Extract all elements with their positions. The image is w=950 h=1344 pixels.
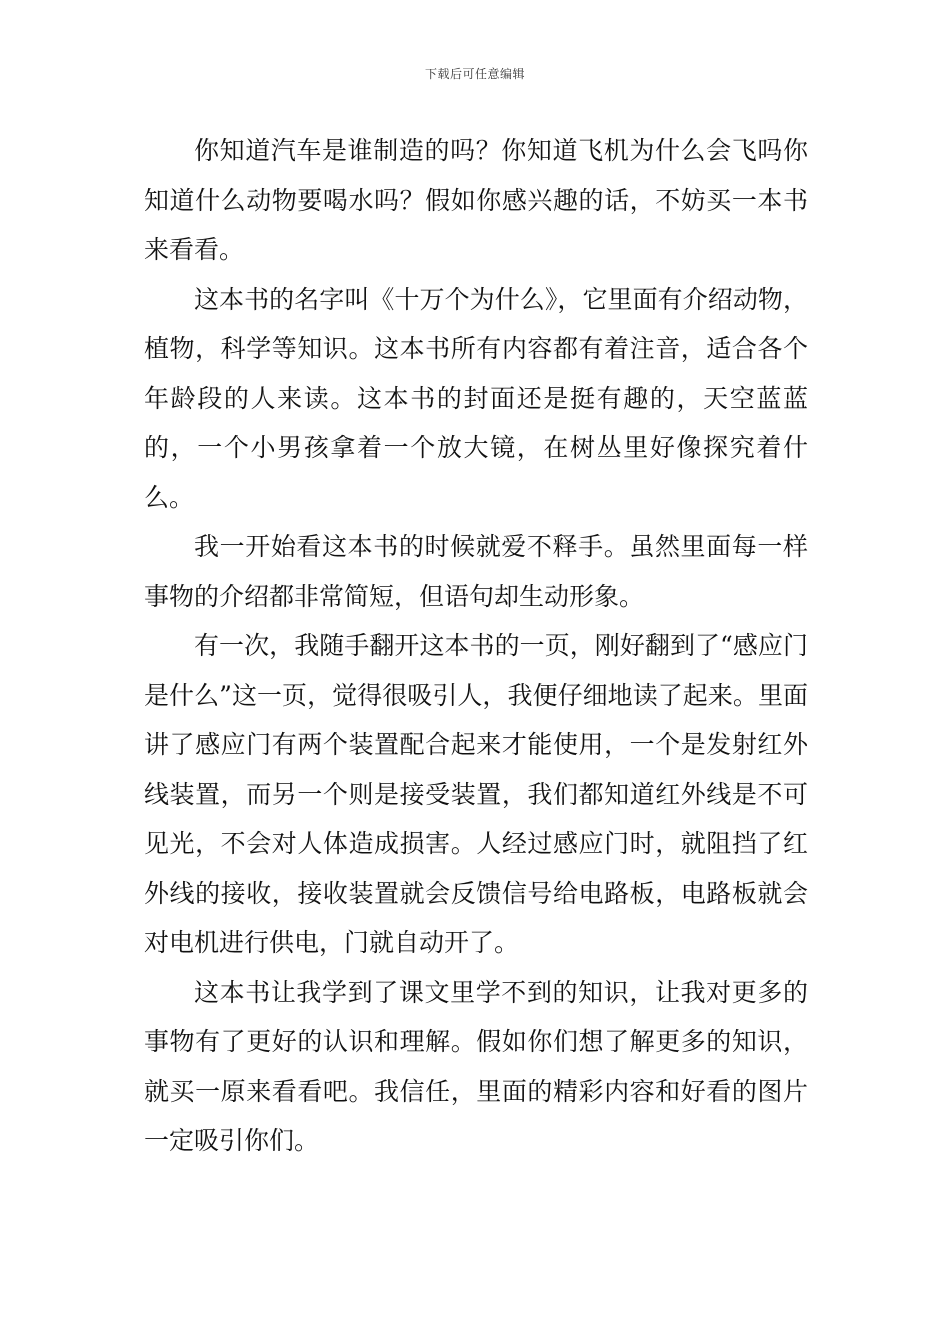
paragraph-1: 你知道汽车是谁制造的吗？你知道飞机为什么会飞吗你知道什么动物要喝水吗？假如你感兴趣的话，不妨买一本书来看看。 — [144, 136, 808, 264]
paragraph-4: 有一次，我随手翻开这本书的一页，刚好翻到了“感应门是什么”这一页，觉得很吸引人，我便仔细地读了起来。里面讲了感应门有两个装置配合起来才能使用，一个是发射红外线装置，而另一个则是接受装置，我们都知道红外线是不可见光，不会对人体造成损害。人经过感应门时，就阻挡了红外线的接收，接收装置就会反馈信号给电路板，电路板就会对电机进行供电，门就自动开了。 — [144, 631, 808, 957]
paragraph-3: 我一开始看这本书的时候就爱不释手。虽然里面每一样事物的介绍都非常简短，但语句却生动形象。 — [144, 532, 808, 611]
essay-body — [144, 126, 808, 1166]
paragraph-2: 这本书的名字叫《十万个为什么》，它里面有介绍动物，植物，科学等知识。这本书所有内容都有着注音，适合各个年龄段的人来读。这本书的封面还是挺有趣的，天空蓝蓝的，一个小男孩拿着一个放大镜，在树丛里好像探究着什么。 — [144, 284, 808, 512]
paragraph-5: 这本书让我学到了课文里学不到的知识，让我对更多的事物有了更好的认识和理解。假如你们想了解更多的知识，就买一原来看看吧。我信任，里面的精彩内容和好看的图片一定吸引你们。 — [144, 977, 808, 1155]
page-header-note: 下载后可任意编辑 — [424, 67, 525, 81]
